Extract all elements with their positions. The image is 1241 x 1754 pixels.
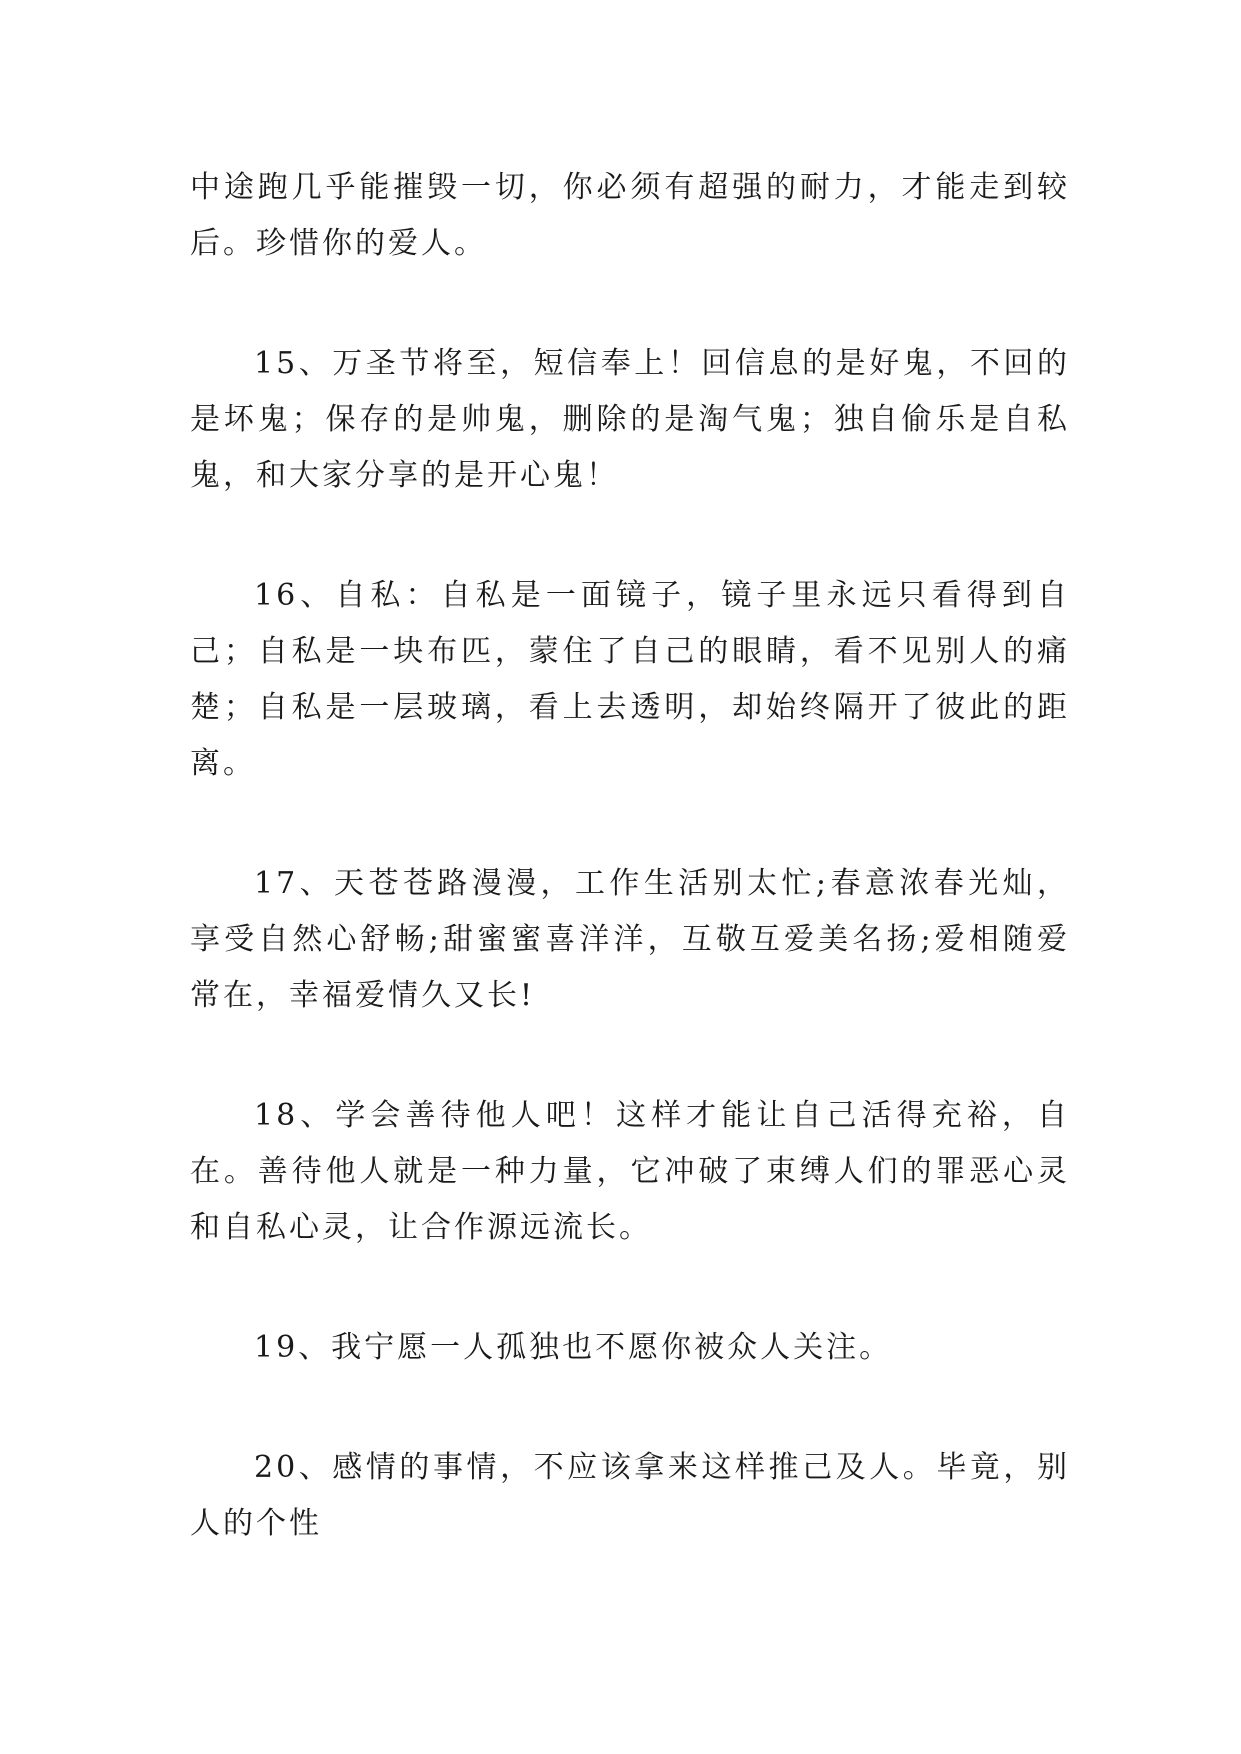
paragraph-item-15: 15、万圣节将至，短信奉上！回信息的是好鬼，不回的是坏鬼；保存的是帅鬼，删除的是淘气鬼；独自偷乐是自私鬼，和大家分享的是开心鬼！ <box>190 346 1070 493</box>
paragraph-item-18: 18、学会善待他人吧！这样才能让自己活得充裕，自在。善待他人就是一种力量，它冲破了束缚人们的罪恶心灵和自私心灵，让合作源远流长。 <box>190 1098 1070 1245</box>
document-body <box>190 160 1070 1616</box>
paragraph-continuation: 中途跑几乎能摧毁一切，你必须有超强的耐力，才能走到较后。珍惜你的爱人。 <box>190 170 1070 261</box>
paragraph-item-17: 17、天苍苍路漫漫，工作生活别太忙;春意浓春光灿，享受自然心舒畅;甜蜜蜜喜洋洋，互敬互爱美名扬;爱相随爱常在，幸福爱情久又长! <box>190 866 1070 1013</box>
paragraph-item-19: 19、我宁愿一人孤独也不愿你被众人关注。 <box>254 1330 893 1365</box>
paragraph-item-16: 16、自私：自私是一面镜子，镜子里永远只看得到自己；自私是一块布匹，蒙住了自己的眼睛，看不见别人的痛楚；自私是一层玻璃，看上去透明，却始终隔开了彼此的距离。 <box>190 578 1070 781</box>
paragraph-item-20: 20、感情的事情，不应该拿来这样推己及人。毕竟，别人的个性 <box>190 1450 1070 1541</box>
